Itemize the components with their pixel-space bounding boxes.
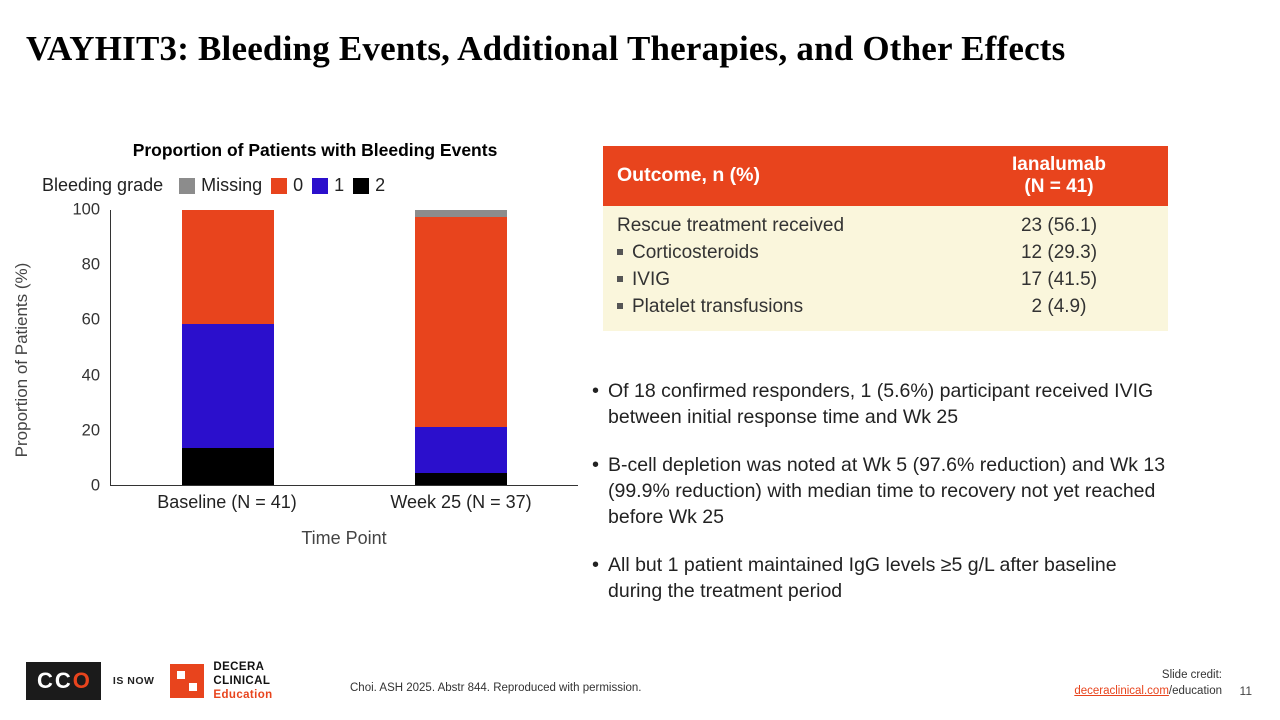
table-cell-label-text: Corticosteroids [632, 242, 759, 264]
bullet-square-icon [617, 249, 623, 255]
legend-label-2: 2 [375, 175, 386, 195]
y-tick-80: 80 [81, 255, 100, 274]
list-item [592, 378, 1172, 431]
legend-item-0 [271, 175, 303, 196]
bullet-dot-icon: • [592, 553, 600, 576]
y-tick-60: 60 [81, 310, 100, 329]
bar-seg-grade1 [415, 427, 507, 472]
legend-label-1: 1 [334, 175, 345, 195]
decera-line-2: CLINICAL [213, 674, 271, 687]
list-item-text: B-cell depletion was noted at Wk 5 (97.6% reduction) and Wk 13 (99.9% reduction) with median time to recovery not yet reached before Wk 25 [608, 453, 1166, 529]
bar-seg-missing [415, 210, 507, 217]
table-row [617, 267, 1154, 294]
table-row [617, 240, 1154, 267]
list-item-text: Of 18 confirmed responders, 1 (5.6%) participant received IVIG between initial response time and Wk 25 [608, 380, 1154, 429]
legend-swatch-1 [312, 178, 328, 194]
cco-logo [26, 662, 101, 700]
table-body [603, 206, 1168, 331]
slide-credit-domain[interactable]: deceraclinical.com [1074, 685, 1169, 698]
citation-text: Choi. ASH 2025. Abstr 844. Reproduced with permission. [350, 682, 642, 694]
cco-letter-3: O [72, 667, 92, 693]
list-item [592, 552, 1172, 605]
y-tick-0: 0 [90, 476, 100, 495]
x-axis-tick-labels [110, 492, 578, 513]
chart-legend [42, 175, 590, 196]
bullet-square-icon [617, 276, 623, 282]
table-cell-value: 17 (41.5) [1020, 269, 1098, 291]
page-number: 11 [1239, 684, 1252, 698]
table-cell-label-text: IVIG [632, 269, 671, 291]
slide-credit-label: Slide credit: [1161, 668, 1222, 681]
decera-logo [170, 660, 272, 702]
table-row [617, 213, 1154, 240]
bar-seg-grade0 [182, 210, 274, 324]
decera-line-3: Education [213, 688, 273, 701]
legend-item-missing [179, 175, 262, 196]
table-cell-value: 23 (56.1) [1020, 215, 1098, 237]
list-item-text: All but 1 patient maintained IgG levels ≥5 g/L after baseline during the treatment period [608, 553, 1117, 602]
legend-item-1 [312, 175, 344, 196]
x-axis-label: Time Point [301, 528, 387, 548]
outcomes-table [603, 146, 1168, 331]
legend-swatch-2 [353, 178, 369, 194]
decera-mark-icon [170, 664, 204, 698]
table-cell-value: 2 (4.9) [1031, 296, 1087, 318]
legend-swatch-0 [271, 178, 287, 194]
table-header-ianalumab-line2: (N = 41) [1024, 175, 1094, 197]
chart-title: Proportion of Patients with Bleeding Events [132, 140, 498, 160]
x-tick-baseline: Baseline (N = 41) [157, 492, 297, 512]
logo-group [26, 660, 273, 702]
legend-title: Bleeding grade [42, 175, 164, 195]
bleeding-events-chart [12, 140, 590, 548]
slide-footer [0, 658, 1280, 720]
decera-wordmark [213, 660, 272, 702]
table-cell-label [617, 267, 964, 294]
legend-swatch-missing [179, 178, 195, 194]
cco-letter-2: C [54, 667, 73, 693]
legend-label-0: 0 [293, 175, 304, 195]
table-row [617, 294, 1154, 321]
bar-baseline [182, 210, 274, 485]
key-findings-list [592, 378, 1172, 625]
y-axis-ticks [60, 200, 106, 495]
table-cell-label [617, 294, 964, 321]
bar-group [111, 210, 578, 485]
axes [110, 210, 578, 486]
table-header-ianalumab [964, 154, 1154, 198]
table-cell-label: Rescue treatment received [617, 215, 845, 237]
bar-seg-grade2 [182, 448, 274, 485]
legend-label-missing: Missing [201, 175, 263, 195]
table-header-outcome: Outcome, n (%) [617, 164, 761, 187]
slide-credit-path[interactable]: /education [1168, 685, 1222, 698]
bar-week25 [415, 210, 507, 485]
bar-seg-grade0 [415, 217, 507, 427]
y-tick-100: 100 [72, 200, 100, 219]
table-header-row [603, 146, 1168, 206]
table-cell-value: 12 (29.3) [1020, 242, 1098, 264]
bullet-dot-icon: • [592, 453, 600, 476]
y-tick-40: 40 [81, 366, 100, 385]
bar-seg-grade2 [415, 473, 507, 485]
table-cell-label-text: Platelet transfusions [632, 296, 804, 318]
bar-seg-grade1 [182, 324, 274, 448]
legend-item-2 [353, 175, 385, 196]
plot-area [12, 200, 590, 548]
list-item [592, 452, 1172, 531]
slide-credit-url[interactable] [1074, 683, 1222, 700]
is-now-label: IS NOW [112, 674, 155, 687]
page-title: VAYHIT3: Bleeding Events, Additional Therapies, and Other Effects [26, 29, 1066, 68]
decera-line-1: DECERA [213, 660, 265, 673]
x-tick-week25: Week 25 (N = 37) [390, 492, 532, 512]
bullet-dot-icon: • [592, 380, 600, 402]
table-header-ianalumab-line1: Ianalumab [1012, 154, 1106, 175]
table-cell-label [617, 240, 964, 267]
bullet-square-icon [617, 303, 623, 309]
y-tick-20: 20 [81, 421, 100, 440]
y-axis-label: Proportion of Patients (%) [12, 262, 31, 458]
cco-letter-1: C [37, 667, 55, 693]
slide-credit [1074, 667, 1222, 700]
